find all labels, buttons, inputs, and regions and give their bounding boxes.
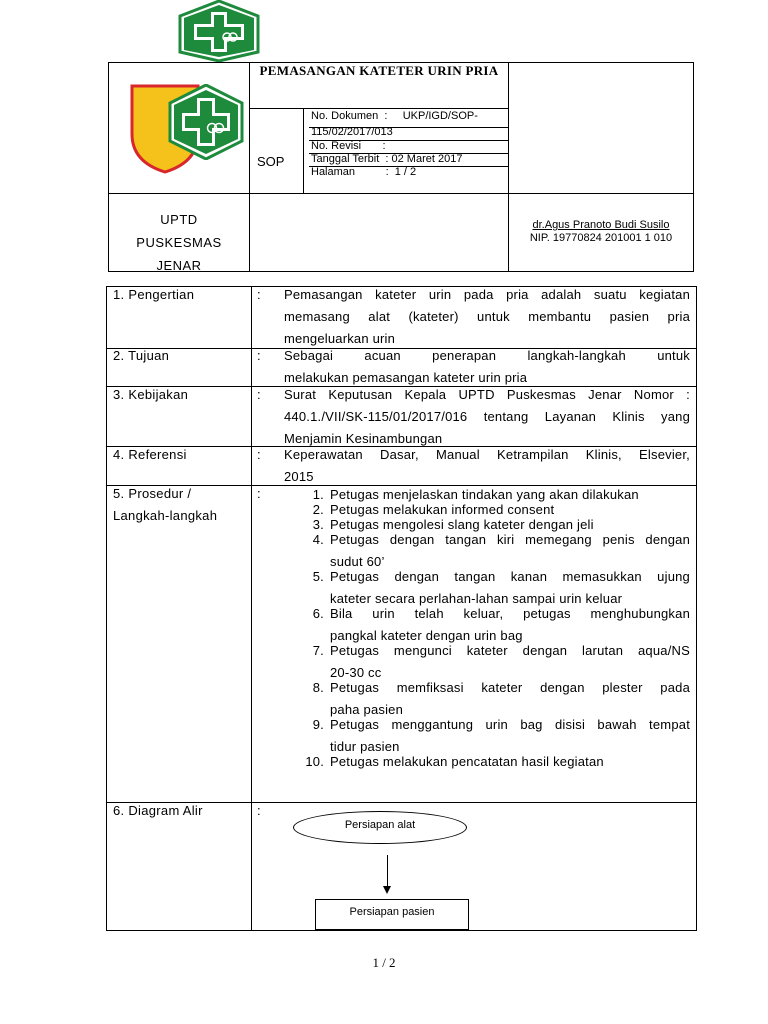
- tanggal-terbit: Tanggal Terbit : 02 Maret 2017: [311, 153, 463, 165]
- step-text-cont: sudut 60’: [330, 554, 385, 569]
- flow-node-label: Persiapan alat: [344, 819, 416, 831]
- step-text: Petugas menggantung urin bag disisi bawah tempat: [330, 717, 690, 732]
- text-line: Menjamin Kesinambungan: [284, 431, 443, 446]
- divider: [108, 193, 694, 194]
- text-line: Keperawatan Dasar, Manual Ketrampilan Klinis, Elsevier,: [284, 447, 690, 462]
- step-text: Petugas menjelaskan tindakan yang akan dilakukan: [330, 487, 639, 502]
- text-line: melakukan pemasangan kateter urin pria: [284, 370, 528, 385]
- list-item: [302, 569, 690, 606]
- section-label: [113, 483, 217, 527]
- puskesmas-logo-icon: [178, 0, 260, 62]
- flow-node-label: Persiapan pasien: [349, 906, 435, 918]
- step-number: 3.: [312, 517, 324, 532]
- step-text: Petugas dengan tangan kiri memegang penis dengan: [330, 532, 690, 547]
- section-text: [284, 444, 690, 488]
- colon: :: [257, 486, 261, 501]
- flow-arrow: [387, 855, 388, 887]
- signatory-name: dr.Agus Pranoto Budi Susilo: [532, 219, 670, 231]
- text-line: 2015: [284, 469, 314, 484]
- list-item: [302, 680, 690, 717]
- step-text-cont: tidur pasien: [330, 739, 400, 754]
- list-item: [302, 643, 690, 680]
- document-title: PEMASANGAN KATETER URIN PRIA: [259, 63, 499, 78]
- step-text-cont: kateter secara perlahan-lahan sampai urin keluar: [330, 591, 623, 606]
- procedure-list: [302, 487, 690, 769]
- step-text: Bila urin telah keluar, petugas menghubungkan: [330, 606, 690, 621]
- step-number: 4.: [312, 532, 324, 547]
- step-number: 2.: [312, 502, 324, 517]
- section-text: [284, 345, 690, 389]
- colon: :: [257, 803, 261, 818]
- list-item: [302, 717, 690, 754]
- step-text: Petugas dengan tangan kanan memasukkan ujung: [330, 569, 690, 584]
- step-number: 9.: [312, 717, 324, 732]
- step-text-cont: 20-30 cc: [330, 665, 382, 680]
- text-line: 440.1./VII/SK-115/01/2017/016 tentang Layanan Klinis yang: [284, 409, 690, 424]
- divider: [249, 108, 509, 109]
- section-label: 4. Referensi: [113, 447, 187, 462]
- org-line: PUSKESMAS: [136, 235, 222, 250]
- step-text: Petugas melakukan pencatatan hasil kegiatan: [330, 754, 604, 769]
- arrow-down-icon: [383, 886, 391, 894]
- section-label: 3. Kebijakan: [113, 387, 189, 402]
- step-number: 1.: [312, 487, 324, 502]
- label-line: 5. Prosedur /: [113, 486, 192, 501]
- text-line: mengeluarkan urin: [284, 331, 396, 346]
- colon: :: [257, 348, 261, 363]
- list-item: [302, 754, 690, 769]
- colon: :: [257, 387, 261, 402]
- colon: :: [257, 447, 261, 462]
- step-text: Petugas mengolesi slang kateter dengan jeli: [330, 517, 594, 532]
- divider: [303, 108, 304, 193]
- text-line: memasang alat (kateter) untuk membantu pasien pria: [284, 309, 690, 324]
- step-number: 5.: [312, 569, 324, 584]
- step-text: Petugas melakukan informed consent: [330, 502, 555, 517]
- page-number: 1 / 2: [372, 955, 396, 970]
- label-line: Langkah-langkah: [113, 508, 218, 523]
- list-item: [302, 487, 690, 502]
- organization-name: [110, 208, 248, 277]
- step-number: 6.: [312, 606, 324, 621]
- step-text: Petugas mengunci kateter dengan larutan aqua/NS: [330, 643, 690, 658]
- section-text: [284, 384, 690, 450]
- halaman: Halaman : 1 / 2: [311, 166, 417, 178]
- section-label: 2. Tujuan: [113, 348, 170, 363]
- step-number: 10.: [305, 754, 324, 769]
- list-item: [302, 606, 690, 643]
- org-line: UPTD: [160, 212, 198, 227]
- section-text: [284, 284, 690, 350]
- step-number: 7.: [312, 643, 324, 658]
- step-number: 8.: [312, 680, 324, 695]
- text-line: Pemasangan kateter urin pada pria adalah suatu kegiatan: [284, 287, 690, 302]
- section-label: 1. Pengertian: [113, 287, 195, 302]
- colon: :: [257, 287, 261, 302]
- list-item: [302, 532, 690, 569]
- no-dokumen-cont: 115/02/2017/013: [311, 126, 393, 138]
- no-revisi: No. Revisi :: [311, 140, 386, 152]
- step-text-cont: pangkal kateter dengan urin bag: [330, 628, 523, 643]
- sop-label: SOP: [257, 154, 285, 169]
- step-text: Petugas memfiksasi kateter dengan plester pada: [330, 680, 690, 695]
- divider: [251, 286, 252, 931]
- list-item: [302, 517, 690, 532]
- text-line: Surat Keputusan Kepala UPTD Puskesmas Jenar Nomor :: [284, 387, 690, 402]
- no-dokumen: No. Dokumen : UKP/IGD/SOP-: [311, 110, 478, 122]
- section-label: 6. Diagram Alir: [113, 803, 203, 818]
- step-text-cont: paha pasien: [330, 702, 404, 717]
- divider: [249, 62, 250, 272]
- list-item: [302, 502, 690, 517]
- signatory-nip: NIP. 19770824 201001 1 010: [529, 232, 673, 244]
- org-line: JENAR: [156, 258, 202, 273]
- text-line: Sebagai acuan penerapan langkah-langkah untuk: [284, 348, 690, 363]
- divider: [508, 62, 509, 272]
